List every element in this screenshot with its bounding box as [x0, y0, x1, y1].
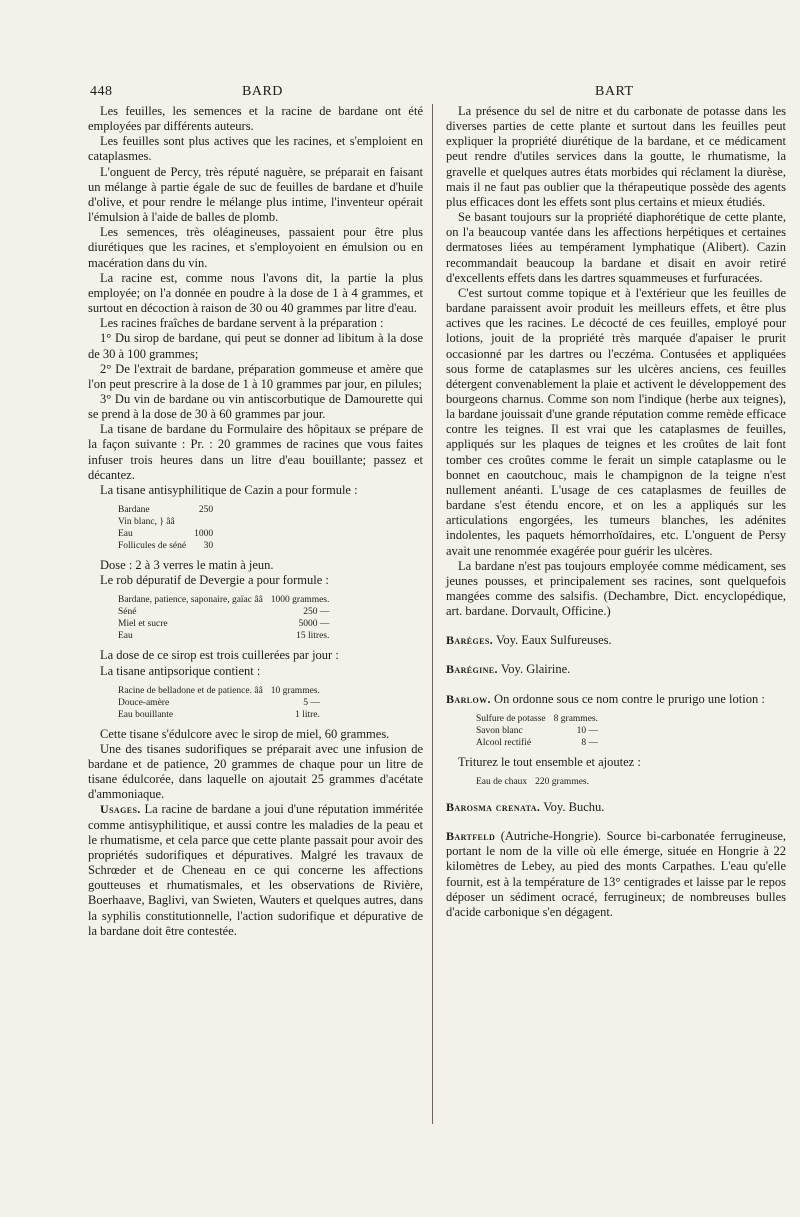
paragraph: La présence du sel de nitre et du carbonate de potasse dans les diverses parties de cette plante et surtout dans les feuilles peut expliquer la propriété diurétique de la bardane, et ce médicament peut rendre d'utiles services dans la goutte, le rhumatisme, la gravelle et quelques autres états morbides qui réclament la diurèse, mais il ne faut pas oublier que la thérapeutique possède des agents plus efficaces dont les effets sont plus certains et mieux étudiés. — [446, 104, 786, 209]
formula-row — [118, 618, 329, 630]
formula-row — [118, 504, 213, 516]
formula-quantity: 220 grammes. — [535, 776, 589, 787]
entry-bareges — [446, 633, 786, 648]
formula-quantity: 5 — — [303, 697, 320, 708]
formula-quantity: 30 — [203, 541, 214, 552]
formula-quantity: 5000 — — [298, 619, 330, 630]
entry-head: Barlow. — [446, 691, 491, 706]
formula-ingredient: Séné — [118, 607, 137, 618]
paragraph: 2° De l'extrait de bardane, préparation gommeuse et amère que l'on peut prescrire à la dose de 1 à 10 grammes par jour, en pilules; — [88, 361, 423, 391]
entry-text: (Autriche-Hongrie). Source bi-carbonatée ferrugineuse, portant le nom de la ville où elle émerge, située en Hongrie à 22 kilomètres de Lebey, au pied des monts Carpathes. L'eau qu'elle fournit, est à la température de 13° centigrades et laisse par le repos déposer un sédiment ocracé, ferrugineux; de nombreuses bulles d'acide carbonique s'en dégagent. — [446, 829, 787, 919]
formula-row — [476, 725, 598, 737]
entry-head: Barosma crenata. — [446, 799, 541, 814]
formula-row — [118, 606, 329, 618]
paragraph: Le rob dépuratif de Devergie a pour formule : — [100, 573, 329, 588]
paragraph: Les racines fraîches de bardane servent à la préparation : — [100, 316, 384, 331]
formula-row — [118, 594, 329, 606]
formula-ingredient: Vin blanc, } ââ — [118, 517, 175, 528]
entry-text: Voy. Buchu. — [543, 799, 605, 814]
entry-text: Voy. Eaux Sulfureuses. — [496, 633, 612, 648]
formula-table — [476, 776, 589, 788]
usages-text: La racine de bardane a joui d'une réputation imméritée comme antisyphilitique, et aussi contre les maladies de la peau et le rhumatisme, et cela parce que cette plante passait pour avoir des propriétés sudorifiques et dépuratives. Malgré les travaux de Schrœder et de Cheneau en ce qui concerne les affections goutteuses et rhumatismales, et les observations de Rivière, Boerhaave, Baglivi, van Swieten, Wauters et quelques autres, dans la syphilis constitutionnelle, l'action sudorifique et dépurative de la bardane doit être contestée. — [88, 802, 424, 938]
formula-ingredient: Eau — [118, 529, 133, 540]
formula-table — [118, 685, 320, 721]
formula-quantity: 8 grammes. — [553, 713, 598, 724]
paragraph: La tisane antisyphilitique de Cazin a pour formule : — [100, 482, 358, 497]
formula-quantity: 10 grammes. — [270, 685, 320, 696]
paragraph: 1° Du sirop de bardane, qui peut se donner ad libitum à la dose de 30 à 100 grammes; — [88, 331, 423, 361]
formula-ingredient: Eau de chaux — [476, 776, 528, 787]
formula-ingredient: Savon blanc — [476, 725, 523, 736]
formula-row — [476, 713, 598, 725]
formula-ingredient: Sulfure de potasse — [476, 713, 546, 724]
paragraph: Triturez le tout ensemble et ajoutez : — [458, 754, 641, 769]
page-number: 448 — [90, 84, 113, 99]
formula-quantity: 10 — — [576, 725, 598, 736]
paragraph: Les semences, très oléagineuses, passaient pour être plus diurétiques que les racines, et s'employoient en émulsion ou en macération dans du vin. — [88, 225, 423, 270]
formula-quantity: 8 — — [581, 737, 598, 748]
paragraph: La dose de ce sirop est trois cuillerées par jour : — [100, 648, 339, 663]
formula-quantity: 15 litres. — [296, 631, 330, 642]
formula-quantity — [186, 516, 213, 528]
formula-table — [476, 713, 598, 749]
paragraph: La bardane n'est pas toujours employée comme médicament, ses jeunes pousses, et principalement ses racines, sont quelquefois mangées comme des salsifis. (Dechambre, Dict. encyclopédique, art. bardane. Dorvault, Officine.) — [446, 558, 786, 619]
paragraph: 3° Du vin de bardane ou vin antiscorbutique de Damourette qui se prend à la dose de 30 à 60 grammes par jour. — [88, 391, 423, 422]
entry-barosma — [446, 800, 786, 815]
formula-row — [118, 697, 320, 709]
paragraph: La tisane antipsorique contient : — [100, 663, 261, 678]
formula-row — [118, 528, 213, 540]
entry-text: On ordonne sous ce nom contre le prurigo une lotion : — [494, 691, 765, 706]
formula-ingredient: Follicules de séné — [118, 541, 187, 552]
formula-ingredient: Racine de belladone et de patience. ââ — [118, 685, 263, 696]
paragraph: C'est surtout comme topique et à l'extérieur que les feuilles de bardane paraissent avoir produit les meilleurs effets, et être plus actives que les racines. Le décocté de ces feuilles, employé pour lotions, jouit de la propriété très marquée d'apaiser le prurit occasionné par les dartres ou l'eczéma. Contusées et appliquées sous forme de cataplasmes sur les ulcères anciens, ces feuilles détergent convenablement la plaie et activent le développement des bourgeons charnus. Comme son nom l'indique (herbe aux teignes), la bardane jouissait d'une grande réputation comme remède efficace contre les teignes. Il est vrai que les cataplasmes de feuilles, appliqués sur les plaques de teignes et les croûtes de lait font tomber ces croûtes comme le ferait un simple cataplasme ou le bonnet en caoutchouc, mais le champignon de la teigne n'est nullement anéanti. L'usage de ces cataplasmes de feuilles de bardane s'est étendu encore, et on les a appliqués sur les articulations engorgées, les tumeurs blanches, les adénites indolentes, les paquets hémorrhoïdaires, etc. L'onguent de Persy avait une renommée exagérée pour guérir les ulcères. — [446, 285, 786, 558]
formula-ingredient: Miel et sucre — [118, 619, 168, 630]
formula-quantity: 1000 — [194, 529, 214, 540]
left-column — [88, 104, 423, 939]
entry-head: Barégine. — [446, 662, 498, 677]
formula-quantity: 1000 grammes. — [270, 595, 330, 606]
formula-row — [476, 737, 598, 749]
paragraph: Une des tisanes sudorifiques se préparait avec une infusion de bardane et de patience, 20 grammes de chaque pour un litre de tisane édulcorée, dans laquelle on ajoutait 25 grammes d'acétate d'ammoniaque. — [88, 741, 423, 802]
formula-ingredient: Bardane, patience, saponaire, gaïac ââ — [118, 595, 263, 606]
formula-row — [118, 540, 213, 552]
formula-row — [476, 776, 589, 788]
paragraph: La racine est, comme nous l'avons dit, la partie la plus employée; on l'a donnée en poudre à la dose de 1 à 4 grammes, et surtout en décoction à raison de 30 ou 40 grammes par litre d'eau. — [88, 270, 423, 316]
formula-table — [118, 594, 329, 642]
formula-row — [118, 630, 329, 642]
formula-row — [118, 709, 320, 721]
column-divider — [432, 104, 433, 1124]
formula-ingredient: Douce-amère — [118, 697, 170, 708]
paragraph: Cette tisane s'édulcore avec le sirop de miel, 60 grammes. — [100, 726, 390, 741]
formula-ingredient: Bardane — [118, 505, 150, 516]
entry-head: Barèges. — [446, 633, 494, 648]
running-head-right: BART — [595, 84, 634, 99]
paragraph: Les feuilles, les semences et la racine de bardane ont été employées par différents auteurs. — [88, 104, 423, 134]
paragraph: Les feuilles sont plus actives que les racines, et s'emploient en cataplasmes. — [88, 134, 423, 164]
formula-row — [118, 685, 320, 697]
entry-barlow — [446, 692, 786, 707]
entry-text: Voy. Glairine. — [500, 662, 571, 677]
entry-bartfeld — [446, 829, 786, 920]
formula-ingredient: Alcool rectifié — [476, 737, 532, 748]
formula-ingredient: Eau bouillante — [118, 709, 174, 720]
paragraph: Se basant toujours sur la propriété diaphorétique de cette plante, on l'a beaucoup vantée dans les affections herpétiques et certaines dermatoses liées au tempérament lymphatique (Alibert). Cazin recommandait beaucoup la bardane et disait en avoir retiré d'excellents effets dans les dartres squammeuses et furfuracées. — [446, 210, 786, 285]
formula-quantity: 250 — [198, 505, 214, 516]
formula-quantity: 250 — — [303, 607, 330, 618]
formula-quantity: 1 litre. — [295, 709, 320, 720]
formula-ingredient: Eau — [118, 631, 133, 642]
paragraph: Dose : 2 à 3 verres le matin à jeun. — [100, 558, 274, 573]
entry-head: Bartfeld — [446, 829, 496, 844]
formula-table — [118, 504, 213, 552]
usages-label: Usages. — [100, 802, 141, 817]
right-column — [446, 104, 786, 920]
paragraph: La tisane de bardane du Formulaire des hôpitaux se prépare de la façon suivante : Pr. : 20 grammes de racines que vous faites infuser trois heures dans un litre d'eau bouillante; passez et décantez. — [88, 422, 423, 482]
formula-row — [118, 516, 213, 528]
entry-baregine — [446, 662, 786, 677]
running-head-left: BARD — [242, 84, 283, 99]
usages-paragraph — [88, 802, 423, 938]
paragraph: L'onguent de Percy, très réputé naguère, se préparait en faisant un mélange à partie égale de suc de feuilles de bardane et d'huile d'olive, et pour rendre le mélange plus intime, l'inventeur opérait l'émulsion à l'aide de balles de plomb. — [88, 164, 423, 225]
